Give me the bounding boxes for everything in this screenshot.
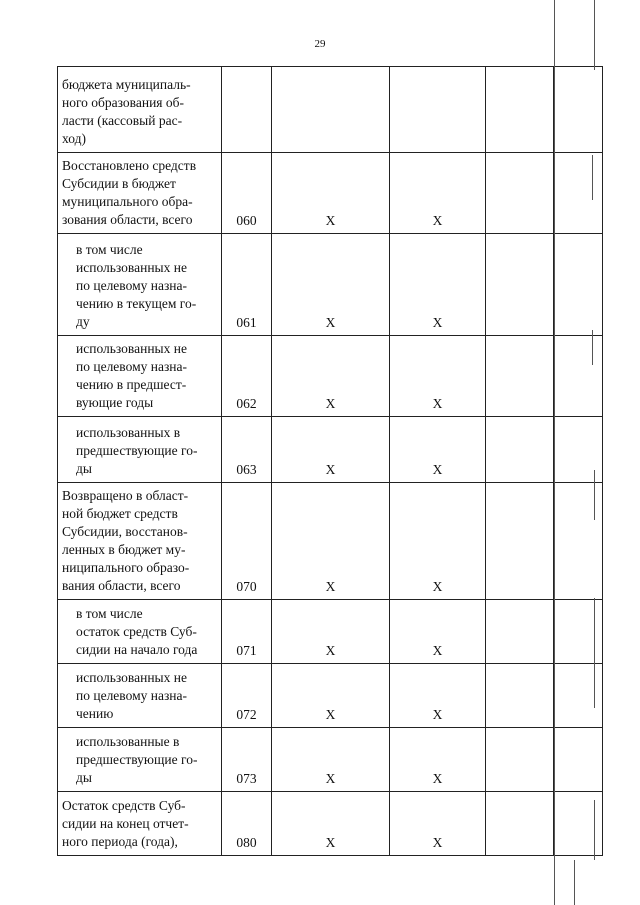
row-code: 072 <box>222 664 272 728</box>
row-label-line: использованных не <box>76 341 187 356</box>
empty-cell <box>486 417 554 483</box>
empty-cell <box>554 483 603 600</box>
cell-x-mark: X <box>272 483 390 600</box>
cell-x-mark: X <box>272 792 390 856</box>
row-code: 061 <box>222 234 272 336</box>
row-label-line: по целевому назна- <box>76 688 187 703</box>
row-label <box>58 728 222 792</box>
row-label-line: использованные в <box>76 734 180 749</box>
table-row <box>58 153 603 234</box>
cell-x-mark: X <box>390 664 486 728</box>
row-label-line: использованных не <box>76 260 187 275</box>
empty-cell <box>486 336 554 417</box>
row-label-line: Восстановлено средств <box>62 158 197 173</box>
row-label-line: вующие годы <box>76 395 154 410</box>
scan-edge-line-short <box>594 800 595 860</box>
empty-cell <box>554 417 603 483</box>
row-code: 062 <box>222 336 272 417</box>
row-label-line: ход) <box>62 131 86 146</box>
scan-edge-line-short <box>574 860 575 905</box>
empty-cell <box>486 483 554 600</box>
cell-x-mark: X <box>272 664 390 728</box>
empty-cell <box>486 67 554 153</box>
row-label-line: использованных не <box>76 670 187 685</box>
empty-cell <box>554 67 603 153</box>
cell-x-mark: X <box>390 234 486 336</box>
cell-x-mark: X <box>272 153 390 234</box>
empty-cell <box>486 664 554 728</box>
row-code: 063 <box>222 417 272 483</box>
row-code: 070 <box>222 483 272 600</box>
cell-x-mark <box>390 67 486 153</box>
empty-cell <box>554 600 603 664</box>
row-label-line: муниципального обра- <box>62 194 193 209</box>
row-label-line: чению <box>76 706 114 721</box>
scan-edge-line-short <box>594 0 595 70</box>
row-label-line: сидии на конец отчет- <box>62 816 189 831</box>
empty-cell <box>554 336 603 417</box>
row-label <box>58 792 222 856</box>
row-label-line: сидии на начало года <box>76 642 198 657</box>
row-label-line: остаток средств Суб- <box>76 624 197 639</box>
row-code: 060 <box>222 153 272 234</box>
row-label-line: зования области, всего <box>62 212 193 227</box>
table-row <box>58 234 603 336</box>
scan-edge-line-short <box>592 155 593 200</box>
cell-x-mark: X <box>390 792 486 856</box>
row-code: 073 <box>222 728 272 792</box>
cell-x-mark <box>272 67 390 153</box>
table-row <box>58 483 603 600</box>
row-label <box>58 417 222 483</box>
row-label-line: по целевому назна- <box>76 359 187 374</box>
row-label <box>58 664 222 728</box>
row-label <box>58 234 222 336</box>
scan-edge-line-short <box>594 470 595 520</box>
empty-cell <box>554 792 603 856</box>
cell-x-mark: X <box>272 728 390 792</box>
row-label-line: в том числе <box>76 242 143 257</box>
empty-cell <box>486 792 554 856</box>
scan-edge-line <box>554 0 555 905</box>
row-label-line: ласти (кассовый рас- <box>62 113 183 128</box>
empty-cell <box>554 728 603 792</box>
cell-x-mark: X <box>390 483 486 600</box>
table-row <box>58 792 603 856</box>
table-row <box>58 600 603 664</box>
row-label <box>58 600 222 664</box>
table-row <box>58 728 603 792</box>
row-label-line: ного периода (года), <box>62 834 178 849</box>
row-label-line: в том числе <box>76 606 143 621</box>
row-label-line: ды <box>76 461 92 476</box>
cell-x-mark: X <box>272 600 390 664</box>
cell-x-mark: X <box>390 728 486 792</box>
row-label-line: бюджета муниципаль- <box>62 77 191 92</box>
row-label-line: использованных в <box>76 425 181 440</box>
cell-x-mark: X <box>272 234 390 336</box>
cell-x-mark: X <box>272 417 390 483</box>
scan-edge-line-short <box>594 598 595 708</box>
row-label-line: ленных в бюджет му- <box>62 542 186 557</box>
row-label-line: Возвращено в област- <box>62 488 189 503</box>
row-label-line: чению в предшест- <box>76 377 187 392</box>
row-code: 080 <box>222 792 272 856</box>
row-label-line: предшествующие го- <box>76 752 198 767</box>
row-label-line: чению в текущем го- <box>76 296 197 311</box>
row-label-line: ной бюджет средств <box>62 506 178 521</box>
empty-cell <box>486 600 554 664</box>
row-label-line: Субсидии, восстанов- <box>62 524 188 539</box>
report-table <box>57 66 603 856</box>
row-label-line: Остаток средств Суб- <box>62 798 186 813</box>
row-label-line: ниципального образо- <box>62 560 190 575</box>
scan-edge-line-short <box>592 330 593 365</box>
table-row <box>58 67 603 153</box>
row-label <box>58 336 222 417</box>
row-label-line: ного образования об- <box>62 95 185 110</box>
row-code <box>222 67 272 153</box>
empty-cell <box>486 728 554 792</box>
cell-x-mark: X <box>390 336 486 417</box>
row-label-line: вания области, всего <box>62 578 181 593</box>
page-number: 29 <box>314 38 326 50</box>
row-label <box>58 153 222 234</box>
row-label <box>58 483 222 600</box>
row-label-line: предшествующие го- <box>76 443 198 458</box>
table-row <box>58 336 603 417</box>
cell-x-mark: X <box>390 153 486 234</box>
row-code: 071 <box>222 600 272 664</box>
table-row <box>58 664 603 728</box>
cell-x-mark: X <box>272 336 390 417</box>
empty-cell <box>554 664 603 728</box>
cell-x-mark: X <box>390 600 486 664</box>
empty-cell <box>486 153 554 234</box>
empty-cell <box>554 234 603 336</box>
table-row <box>58 417 603 483</box>
row-label-line: ду <box>76 314 90 329</box>
row-label-line: по целевому назна- <box>76 278 187 293</box>
empty-cell <box>554 153 603 234</box>
row-label-line: ды <box>76 770 92 785</box>
empty-cell <box>486 234 554 336</box>
row-label <box>58 67 222 153</box>
cell-x-mark: X <box>390 417 486 483</box>
row-label-line: Субсидии в бюджет <box>62 176 176 191</box>
